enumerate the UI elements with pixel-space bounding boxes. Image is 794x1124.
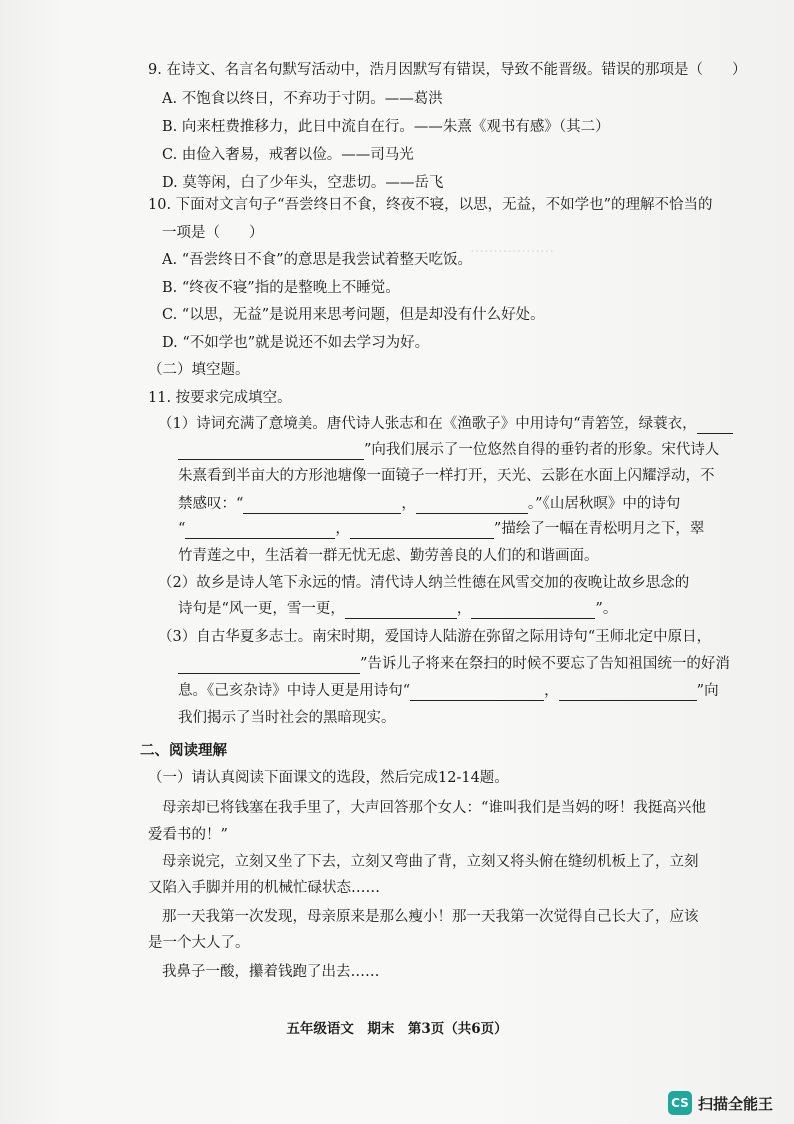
q10-option-a: A. “吾尝终日不食”的意思是我尝试着整天吃饭。 xyxy=(162,252,473,268)
q9-option-b: B. 向来枉费推移力，此日中流自在行。——朱熹《观书有感》（其二） xyxy=(162,119,610,135)
q11-1-line2 xyxy=(178,440,719,460)
answer-blank[interactable] xyxy=(243,497,401,514)
answer-blank[interactable] xyxy=(416,497,528,514)
q9-option-c: C. 由俭入奢易，戒奢以俭。——司马光 xyxy=(162,147,414,163)
scanner-logo xyxy=(668,1091,773,1115)
answer-blank[interactable] xyxy=(185,522,335,539)
q11-1-text: 禁感叹：“ xyxy=(178,496,244,512)
answer-blank[interactable] xyxy=(178,443,364,460)
q11-2-text: ”。 xyxy=(595,601,618,617)
reading1-para3-line2: 是一个大人了。 xyxy=(148,935,250,951)
q11-3-line3 xyxy=(178,681,719,701)
reading1-para4: 我鼻子一酸，攥着钱跑了出去…… xyxy=(162,964,380,980)
q10-option-c: C. “以思，无益”是说用来思考问题，但是却没有什么好处。 xyxy=(162,307,545,323)
q11-1-text: ， xyxy=(335,521,350,537)
reading1-para1-line2: 爱看书的！” xyxy=(148,827,228,843)
q11-2-text: 诗句是“风一更，雪一更， xyxy=(178,601,345,617)
q9-option-a: A. 不饱食以终日，不弃功于寸阴。——葛洪 xyxy=(162,91,443,107)
q9-option-d: D. 莫等闲，白了少年头，空悲切。——岳飞 xyxy=(162,175,444,191)
answer-blank[interactable] xyxy=(178,657,360,674)
q10-option-d: D. “不如学也”就是说还不如去学习为好。 xyxy=(162,335,430,351)
q11-1-line5 xyxy=(178,519,704,539)
q11-1-line1 xyxy=(158,414,733,434)
q11-1-line6: 竹青莲之中，生活着一群无忧无虑、勤劳善良的人们的和谐画面。 xyxy=(178,548,599,564)
q11-1-text: ， xyxy=(401,496,416,512)
q11-1-text: ”向我们展示了一位悠然自得的垂钓者的形象。宋代诗人 xyxy=(364,442,720,458)
q11-2-line1: （2）故乡是诗人笔下永远的情。清代诗人纳兰性德在风雪交加的夜晚让故乡思念的 xyxy=(158,575,690,591)
q11-1-text: ”描绘了一幅在青松明月之下，翠 xyxy=(493,521,705,537)
q11-3-text: ， xyxy=(544,683,559,699)
answer-blank[interactable] xyxy=(559,684,697,701)
q11-1-text: 。”《山居秋暝》中的诗句 xyxy=(527,496,681,512)
reading1-para3-line1: 那一天我第一次发现，母亲原来是那么瘦小！那一天我第一次觉得自己长大了，应该 xyxy=(162,909,699,925)
q11-1-line3: 朱熹看到半亩大的方形池塘像一面镜子一样打开，天光、云影在水面上闪耀浮动，不 xyxy=(178,468,715,484)
page-footer: 五年级语文 期末 第3页（共6页） xyxy=(286,1021,508,1037)
q10-stem-line1: 10. 下面对文言句子“吾尝终日不食，终夜不寝，以思，无益，不如学也”的理解不恰当的 xyxy=(148,197,713,213)
q11-3-text: 息。《己亥杂诗》中诗人更是用诗句“ xyxy=(178,683,411,699)
reading1-title: （一）请认真阅读下面课文的选段，然后完成12-14题。 xyxy=(148,770,509,786)
q11-stem: 11. 按要求完成填空。 xyxy=(148,390,292,406)
q9-stem: 9. 在诗文、名言名句默写活动中，浩月因默写有错误，导致不能晋级。错误的那项是（ ） xyxy=(148,62,747,78)
reading1-para2-line1: 母亲说完，立刻又坐了下去，立刻又弯曲了背，立刻又将头俯在缝纫机板上了，立刻 xyxy=(162,854,699,870)
q11-1-line4 xyxy=(178,494,680,514)
section-reading-heading: 二、阅读理解 xyxy=(140,742,227,759)
scanner-logo-name: 扫描全能王 xyxy=(698,1094,774,1113)
answer-blank[interactable] xyxy=(697,417,733,434)
q11-3-line2 xyxy=(178,654,730,674)
q11-3-text: ”告诉儿子将来在祭扫的时候不要忘了告知祖国统一的好消 xyxy=(360,656,730,672)
reading1-para1-line1: 母亲却已将钱塞在我手里了，大声回答那个女人：“谁叫我们是当妈的呀！我挺高兴他 xyxy=(162,800,706,816)
answer-blank[interactable] xyxy=(350,522,494,539)
q11-3-line1: （3）自古华夏多志士。南宋时期，爱国诗人陆游在弥留之际用诗句“王师北定中原日， xyxy=(158,629,712,645)
q11-1-text: （1）诗词充满了意境美。唐代诗人张志和在《渔歌子》中用诗句“青箬笠，绿蓑衣， xyxy=(158,416,697,432)
reading1-para2-line2: 又陷入手脚并用的机械忙碌状态…… xyxy=(148,880,380,896)
answer-blank[interactable] xyxy=(410,684,544,701)
cs-badge-icon: CS xyxy=(668,1091,692,1115)
bleed-through: ……………… xyxy=(470,240,554,256)
q11-2-line2 xyxy=(178,599,617,619)
answer-blank[interactable] xyxy=(471,602,595,619)
q11-1-text: “ xyxy=(178,521,186,537)
q11-2-text: ， xyxy=(456,601,472,617)
q11-3-line4: 我们揭示了当时社会的黑暗现实。 xyxy=(178,710,396,726)
q10-option-b: B. “终夜不寝”指的是整晚上不睡觉。 xyxy=(162,280,400,296)
answer-blank[interactable] xyxy=(345,602,457,619)
q10-stem-line2: 一项是（ ） xyxy=(162,225,264,241)
q11-3-text: ”向 xyxy=(696,683,719,699)
section-fill-heading: （二）填空题。 xyxy=(148,362,250,378)
